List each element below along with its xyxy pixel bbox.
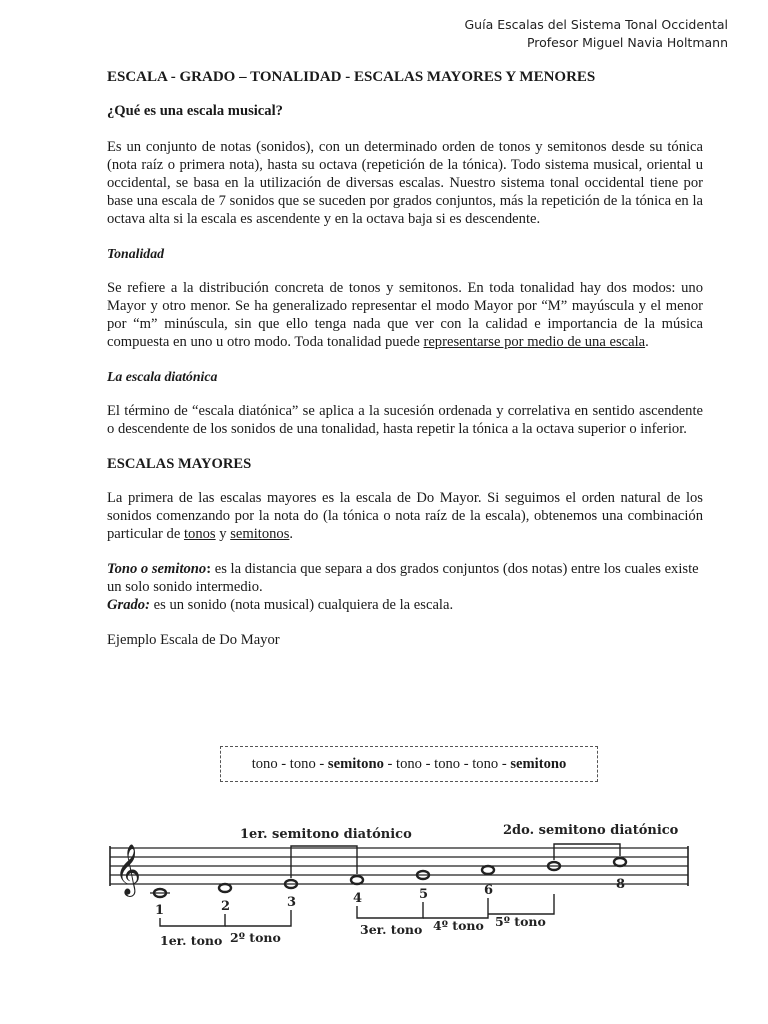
tone-labels	[160, 914, 546, 948]
paragraph-escala: Es un conjunto de notas (sonidos), con un determinado orden de tonos y semitonos desde su tónica (nota raíz o primera nota), hasta su octava (repetición de la tónica). Todo sistema musical, oriental u occidental, se basa en la utilización de diversas escalas. Nuestro sistema tonal occidental tiene por base una escala de 7 sonidos que se suceden por grados conjuntos, más la repetición de la tónica en la octava alta si la escala es ascendente y en la octava baja si es descendente.	[107, 139, 703, 227]
page-header	[465, 16, 729, 52]
degree-8: 8	[616, 877, 626, 892]
note-do	[150, 889, 170, 897]
paragraph-mayores-mid: y	[215, 526, 231, 542]
note-la	[482, 866, 494, 874]
note-fa	[351, 876, 363, 884]
label-first-semitone: 1er. semitono diatónico	[240, 827, 412, 842]
label-second-semitone: 2do. semitono diatónico	[503, 823, 679, 838]
label-tono-2: 2º tono	[230, 930, 281, 945]
tone-pattern-box	[220, 746, 598, 782]
link-semitonos[interactable]: semitonos	[230, 526, 290, 542]
degree-5: 5	[419, 887, 429, 902]
label-tono-1: 1er. tono	[160, 933, 223, 948]
scale-notes	[150, 858, 626, 897]
note-re	[219, 884, 231, 892]
degree-3: 3	[287, 895, 297, 910]
definition-tono	[107, 560, 703, 596]
definition-grado-term: Grado:	[107, 597, 150, 613]
paragraph-mayores-end: .	[289, 526, 294, 542]
example-caption: Ejemplo Escala de Do Mayor	[107, 632, 280, 648]
header-guide-title: Guía Escalas del Sistema Tonal Occidental	[464, 17, 728, 32]
label-tono-4: 4º tono	[433, 918, 484, 933]
degree-1: 1	[155, 903, 165, 918]
paragraph-tonalidad-text: Se refiere a la distribución concreta de tonos y semitonos. En toda tonalidad hay dos modos: uno Mayor y otro menor. Se ha generalizado representar el modo Mayor por “M” mayúscula y el menor por “m” minúscula, sin que ello tenga nada que ver con la calidad e importancia de la música compuesta en uno u otro modo. Toda tonalidad puede	[107, 280, 703, 350]
definition-grado-text: es un sonido (nota musical) cualquiera de la escala.	[149, 597, 454, 613]
degree-2: 2	[221, 899, 231, 914]
page-title: ESCALA - GRADO – TONALIDAD - ESCALAS MAYORES Y MENORES	[107, 69, 596, 85]
label-tono-3: 3er. tono	[360, 922, 423, 937]
semitone-brackets	[291, 844, 620, 878]
tone-pattern-part1: tono - tono -	[251, 756, 328, 772]
staff-lines	[110, 846, 688, 886]
tone-pattern-semitono1: semitono	[327, 756, 384, 772]
degree-6: 6	[484, 883, 494, 898]
definition-tono-colon: :	[206, 561, 212, 577]
heading-escala-diatonica: La escala diatónica	[107, 369, 218, 384]
note-do-octava	[614, 858, 626, 866]
paragraph-tonalidad	[107, 279, 703, 351]
svg-text:𝄞: 𝄞	[115, 844, 142, 895]
heading-tonalidad: Tonalidad	[107, 246, 164, 261]
paragraph-tonalidad-end: .	[645, 334, 649, 350]
definition-grado	[107, 596, 703, 614]
paragraph-mayores	[107, 489, 703, 543]
label-tono-5: 5º tono	[495, 914, 546, 929]
link-representarse[interactable]: representarse por medio de una escala	[423, 334, 646, 350]
paragraph-diatonica: El término de “escala diatónica” se aplica a la sucesión ordenada y correlativa en sentido ascendente o descendente de los sonidos de una tonalidad, hasta repetir la tónica a la octava superior o inferior.	[107, 403, 703, 437]
link-tonos[interactable]: tonos	[183, 526, 216, 542]
c-major-scale-notation	[108, 812, 700, 954]
question-heading: ¿Qué es una escala musical?	[107, 103, 283, 119]
degree-4: 4	[353, 891, 363, 906]
document-body	[107, 68, 703, 649]
tone-pattern-part2: - tono - tono - tono -	[383, 756, 511, 772]
definition-tono-term: Tono o semitono	[107, 561, 207, 577]
treble-clef-icon	[115, 844, 141, 897]
paragraph-mayores-text: La primera de las escalas mayores es la escala de Do Mayor. Si seguimos el orden natural de los sonidos comenzando por la nota do (la tónica o nota raíz de la escala), obtenemos una combinación particular de	[107, 490, 703, 542]
tone-pattern-semitono2: semitono	[510, 756, 567, 772]
definition-tono-text: es la distancia que separa a dos grados conjuntos (dos notas) entre los cuales existe un solo sonido intermedio.	[107, 561, 699, 595]
heading-escalas-mayores: ESCALAS MAYORES	[107, 456, 252, 472]
header-author: Profesor Miguel Navia Holtmann	[526, 35, 728, 50]
